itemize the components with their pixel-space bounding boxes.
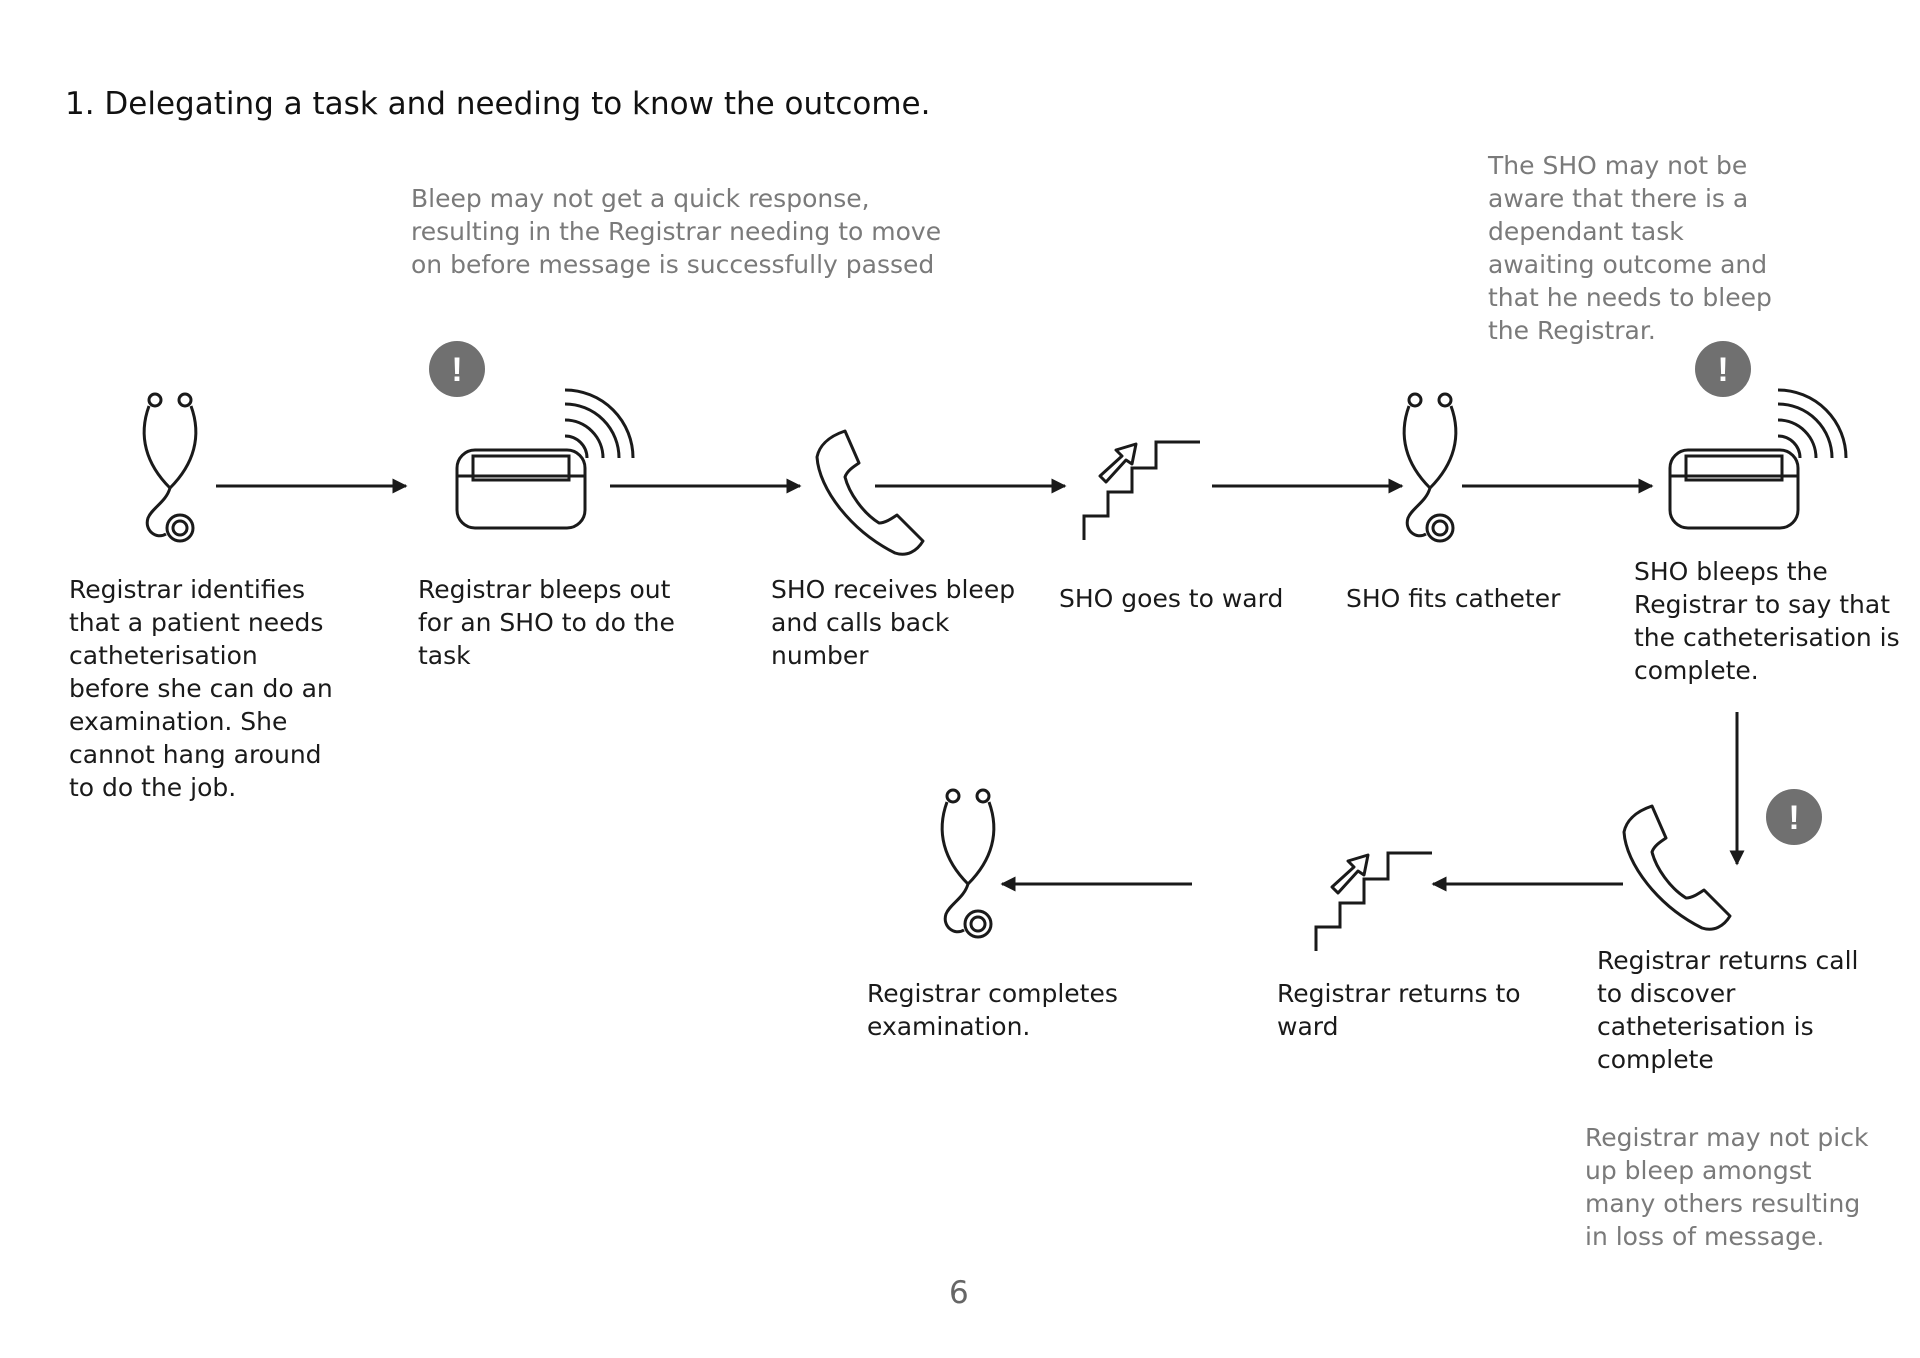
note-line: Bleep may not get a quick response, — [411, 184, 870, 213]
pager-icon — [1670, 390, 1846, 528]
note-line: The SHO may not be — [1488, 151, 1748, 180]
note-text — [411, 182, 941, 281]
phone-icon — [1624, 806, 1730, 929]
svg-text:!: ! — [1788, 799, 1800, 837]
step-line: Registrar identifies — [69, 575, 306, 604]
phone-icon — [817, 431, 923, 554]
note-line: that he needs to bleep — [1488, 283, 1772, 312]
step-line: catheterisation is — [1597, 1012, 1814, 1041]
step-line: Registrar to say that — [1634, 590, 1890, 619]
step-caption — [771, 573, 1015, 672]
step-caption — [1277, 977, 1521, 1043]
note-line: aware that there is a — [1488, 184, 1749, 213]
warning-icon — [1695, 341, 1751, 397]
step-line: ward — [1277, 1012, 1339, 1041]
svg-text:!: ! — [451, 351, 463, 389]
stethoscope-icon — [942, 790, 994, 937]
step-caption — [69, 573, 333, 804]
step-line: Registrar returns call — [1597, 946, 1859, 975]
stairs-icon — [1084, 442, 1200, 540]
page-number: 6 — [949, 1275, 969, 1311]
step-line: that a patient needs — [69, 608, 324, 637]
note-line: in loss of message. — [1585, 1222, 1825, 1251]
step-line: number — [771, 641, 869, 670]
step-line: SHO receives bleep — [771, 575, 1016, 604]
note-line: resulting in the Registrar needing to move — [411, 217, 942, 246]
note-line: Registrar may not pick — [1585, 1123, 1869, 1152]
step-caption — [1634, 555, 1900, 687]
step-line: SHO goes to ward — [1059, 584, 1284, 613]
page-title: 1. Delegating a task and needing to know the outcome. — [65, 86, 931, 122]
step-line: SHO bleeps the — [1634, 557, 1828, 586]
step-line: to do the job. — [69, 773, 237, 802]
stethoscope-icon — [1404, 394, 1456, 541]
note-line: the Registrar. — [1488, 316, 1656, 345]
note-line: on before message is successfully passed — [411, 250, 935, 279]
step-line: Registrar bleeps out — [418, 575, 671, 604]
step-line: catheterisation — [69, 641, 258, 670]
stethoscope-icon — [144, 394, 196, 541]
step-line: the catheterisation is — [1634, 623, 1900, 652]
step-line: to discover — [1597, 979, 1736, 1008]
svg-text:!: ! — [1717, 351, 1729, 389]
step-line: Registrar returns to — [1277, 979, 1521, 1008]
step-caption — [867, 977, 1118, 1043]
step-line: cannot hang around — [69, 740, 322, 769]
step-caption — [1597, 944, 1858, 1076]
step-line: examination. — [867, 1012, 1031, 1041]
step-line: task — [418, 641, 471, 670]
step-line: examination. She — [69, 707, 288, 736]
note-text — [1488, 149, 1772, 347]
step-caption — [1346, 582, 1560, 615]
note-text — [1585, 1121, 1868, 1253]
step-caption — [418, 573, 675, 672]
step-line: complete — [1597, 1045, 1714, 1074]
pager-icon — [457, 390, 633, 528]
step-line: and calls back — [771, 608, 950, 637]
step-line: Registrar completes — [867, 979, 1118, 1008]
step-line: for an SHO to do the — [418, 608, 675, 637]
warning-icon — [1766, 789, 1822, 845]
warning-icon — [429, 341, 485, 397]
note-line: many others resulting — [1585, 1189, 1861, 1218]
step-caption — [1059, 582, 1283, 615]
stairs-icon — [1316, 853, 1432, 951]
note-line: dependant task — [1488, 217, 1684, 246]
note-line: awaiting outcome and — [1488, 250, 1768, 279]
note-line: up bleep amongst — [1585, 1156, 1812, 1185]
step-line: SHO fits catheter — [1346, 584, 1561, 613]
step-line: complete. — [1634, 656, 1759, 685]
step-line: before she can do an — [69, 674, 333, 703]
